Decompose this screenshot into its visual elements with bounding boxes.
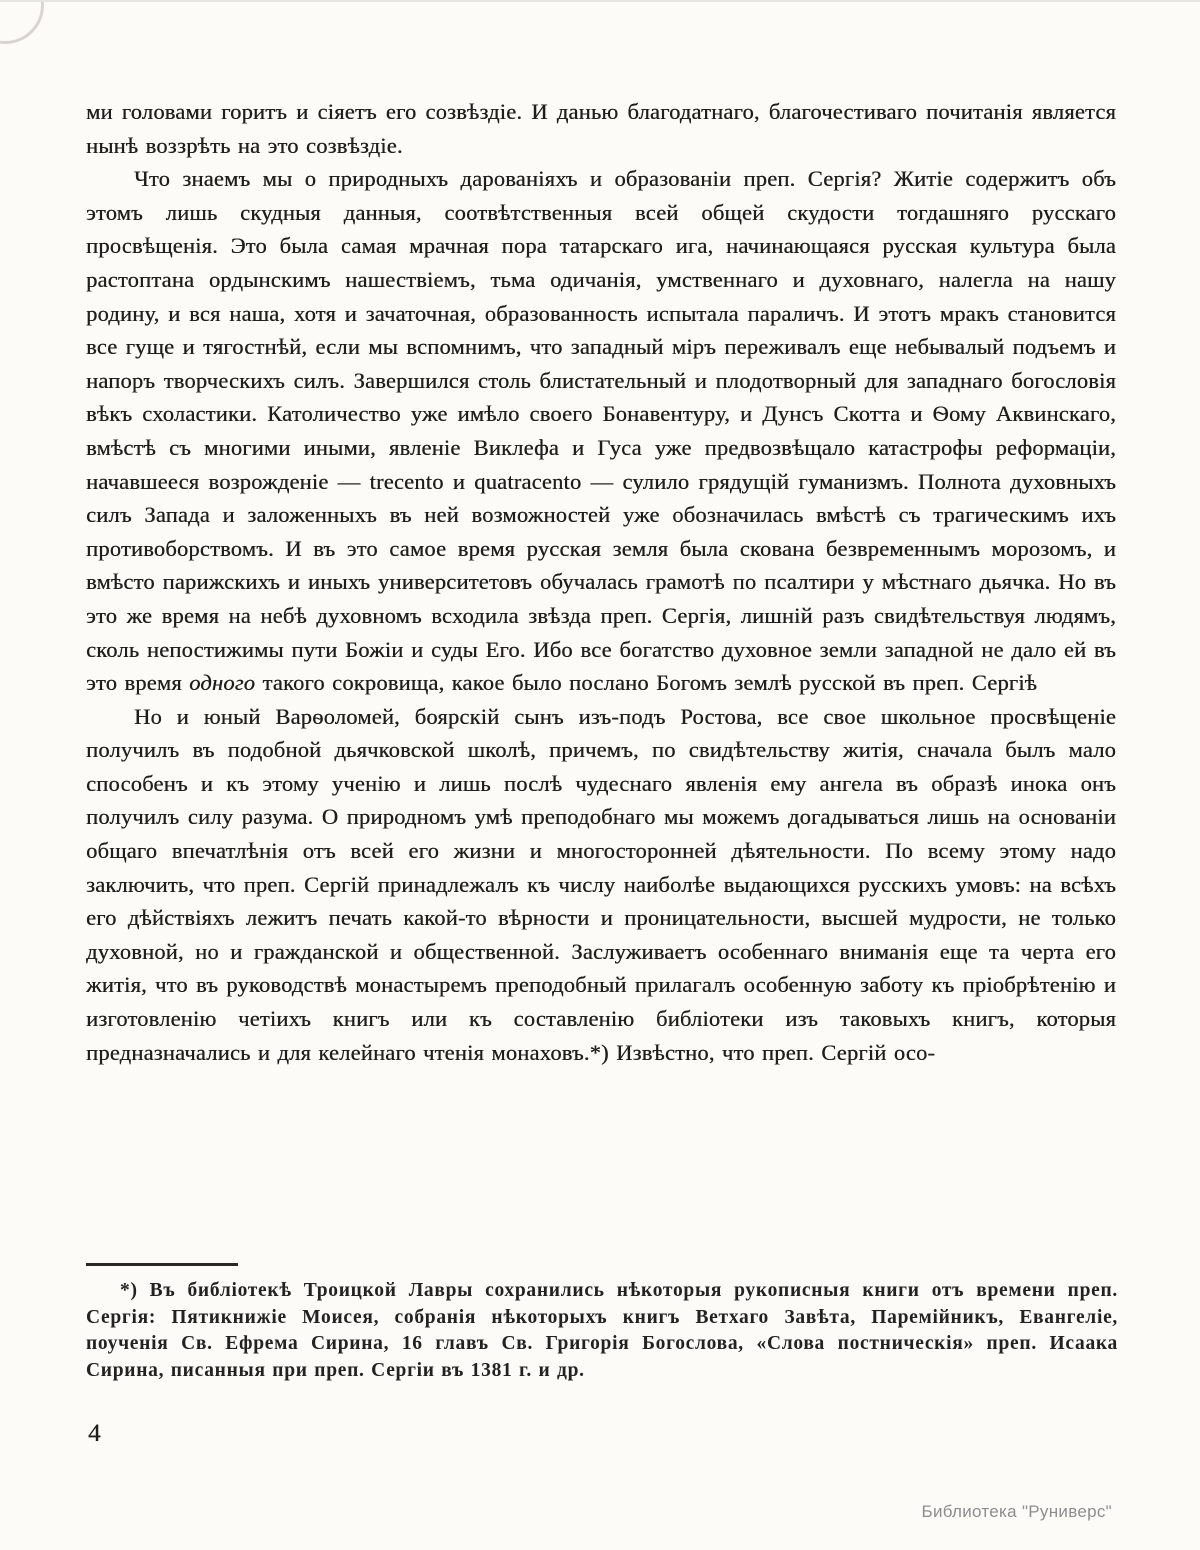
paragraph-bartholomew: Но и юный Варѳоломей, боярскій сынъ изъ-подъ Ростова, все свое школьное просвѣщеніе получилъ въ подобной дьячковской школѣ, причемъ, по свидѣтельству житія, сначала былъ мало способенъ и къ этому ученію и лишь послѣ чудеснаго явленія ему ангела въ образѣ инока онъ получилъ силу разума. О природномъ умѣ преподобнаго мы можемъ догадываться лишь на основаніи общаго впечатлѣнія отъ всей его жизни и многосторонней дѣятельности. По всему этому надо заключить, что преп. Сергій принадлежалъ къ числу наиболѣе выдающихся русскихъ умовъ: на всѣхъ его дѣйствіяхъ лежитъ печать какой-то вѣрности и проницательности, высшей мудрости, не только духовной, но и гражданской и общественной. Заслуживаетъ особеннаго вниманія еще та черта его житія, что въ руководствѣ монастыремъ преподобный прилагалъ особенную заботу къ пріобрѣтенію и изготовленію четіихъ книгъ или къ составленію библіотеки изъ таковыхъ книгъ, которыя предназначались и для келейнаго чтенія монаховъ.*) Извѣстно, что преп. Сергій осо- — [86, 703, 1116, 1065]
paragraph-text: такого сокровища, какое было послано Богомъ землѣ русской въ преп. Сергіѣ — [255, 670, 1038, 696]
watermark: Библиотека "Руниверс" — [921, 1502, 1112, 1521]
footnote-separator — [86, 1263, 238, 1266]
footnote: *) Въ библіотекѣ Троицкой Лавры сохранились нѣкоторыя рукописныя книги отъ времени преп. Сергія: Пятикнижіе Моисея, собранія нѣкоторыхъ книгъ Ветхаго Завѣта, Паремійникъ, Евангеліе, поученія Св. Ефрема Сирина, 16 главъ Св. Григорія Богослова, «Слова постническія» преп. Исаака Сирина, писанныя при преп. Сергіи въ 1381 г. и др. — [86, 1280, 1118, 1381]
page-number: 4 — [88, 1420, 101, 1447]
paragraph-continuation: ми головами горитъ и сіяетъ его созвѣздіе. И данью благодатнаго, благочестиваго почитанія является нынѣ воззрѣть на это созвѣздіе. — [86, 99, 1116, 158]
italic-word: одного — [189, 670, 256, 696]
scan-corner-artifact — [0, 0, 44, 44]
paragraph-education — [86, 162, 1116, 700]
paragraph-text: Что знаемъ мы о природныхъ дарованіяхъ и образованіи преп. Сергія? Житіе содержитъ объ этомъ лишь скудныя данныя, соотвѣтственныя всей общей скудости тогдашняго русскаго просвѣщенія. Это была самая мрачная пора татарскаго ига, начинающаяся русская культура была растоптана ордынскимъ нашествіемъ, тьма одичанія, умственнаго и духовнаго, налегла на нашу родину, и вся наша, хотя и зачаточная, образованность испытала параличъ. И этотъ мракъ становится все гуще и тягостнѣй, если мы вспомнимъ, что западный міръ переживалъ еще небывалый подъемъ и напоръ творческихъ силъ. Завершился столь блистательный и плодотворный для западнаго богословія вѣкъ схоластики. Католичество уже имѣло своего Бонавентуру, и Дунсъ Скотта и Ѳому Аквинскаго, вмѣстѣ съ многими иными, явленіе Виклефа и Гуса уже предвозвѣщало катастрофы реформаціи, начавшееся возрожденіе — trecento и quatracento — сулило грядущій гуманизмъ. Полнота духовныхъ силъ Запада и заложенныхъ въ ней возможностей уже обозначилась вмѣстѣ съ трагическимъ ихъ противоборствомъ. И въ это самое время русская земля была скована безвременнымъ морозомъ, и вмѣсто парижскихъ и иныхъ университетовъ обучалась грамотѣ по псалтири у мѣстнаго дьячка. Но въ это же время на небѣ духовномъ всходила звѣзда преп. Сергія, лишній разъ свидѣтельствуя людямъ, сколь непостижимы пути Божіи и суды Его. Ибо все богатство духовное земли западной не дало ей въ это время — [86, 166, 1116, 696]
page-text-block — [86, 95, 1116, 1069]
scan-edge — [0, 0, 1200, 2]
